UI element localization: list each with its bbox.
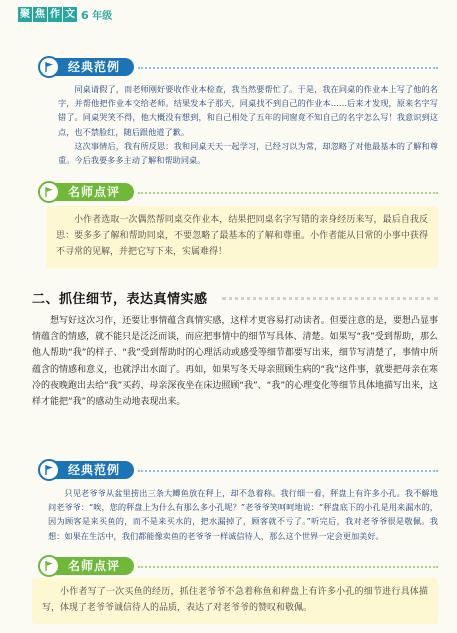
comment-tag-label: 名师点评: [52, 183, 134, 201]
flag-icon: [38, 555, 60, 577]
book-header: [18, 7, 112, 22]
section-heading: 二、抓住细节，表达真情实感: [32, 292, 208, 307]
comment-tag: [38, 182, 134, 202]
series-char: 文: [65, 9, 75, 20]
comment-text: 小作者写了一次买鱼的经历，抓住老爷爷不急着称鱼和秤盘上有许多小孔的细节进行具体描写，体现了老爷爷诚信待人的品质，表达了对老爷爷的赞叹和敬佩。: [42, 587, 428, 613]
grade-suffix: 年级: [92, 11, 113, 22]
divider: [138, 192, 438, 194]
divider: [138, 67, 438, 69]
divider: [138, 566, 438, 568]
example-paragraph: 只见老爷爷从盆里捞出三条大鲫鱼放在秤上，却不急着称。我行细一看，秤盘上有许多小孔。我不解地问老爷爷：“唉，您的秤盘上为什么有那么多小孔呢？”老爷爷笑呵呵地说：“秤盘底下的小孔是用来漏水的，因为顾客是来买鱼的，而不是来买水的，把水漏掉了，顾客就不亏了。”听完后，我对老爷爷很是敬佩。我想：如果在生活中，我们都能像卖鱼的老爷爷一样诚信待人，那么这个世界一定会更加美好。: [48, 488, 438, 541]
example-tag-label: 经典范例: [52, 461, 134, 479]
series-char: 聚: [20, 9, 30, 20]
comment-tag-label: 名师点评: [52, 557, 134, 575]
divider: [138, 470, 438, 472]
series-title: [18, 7, 78, 22]
teacher-comment: [32, 578, 438, 624]
series-char: 焦: [35, 9, 45, 20]
comment-text: 小作者选取一次偶然帮同桌交作业本，结果把同桌名字写错的亲身经历来写，最后自我反思：要多多了解和帮助同桌，不要忽略了最基本的了解和尊重。小作者能从日常的小事中获得不寻常的见解，并把它写下来，实属难得！: [56, 215, 428, 257]
series-char: 作: [50, 9, 60, 20]
example-text: [58, 82, 438, 167]
example-tag-label: 经典范例: [52, 58, 134, 76]
section-paragraph: 想写好这次习作，还要让事情蕴含真情实感，这样才更容易打动读者。但要注意的是，要想凸显事情蕴含的情感，就不能只是泛泛而谈，而应把事情中的细节写具体、清楚。如果写“我”受到帮助，那么他人帮助“我”的样子、“我”受到帮助时的心理活动或感受等细节都要写出来，细节写清楚了，事情中所蕴含的情感和意义，也就浮出水面了。再如，如果写冬天母亲照顾生病的“我”这件事，就要把母亲在寒冷的夜晚跑出去给“我”买药、母亲深夜坐在床边照顾“我”、“我”的心理变化等细节具体地描写出来，这样才能把“我”的感动生动地表现出来。: [32, 316, 438, 408]
section-body: [32, 313, 438, 410]
example-text: [48, 486, 438, 543]
teacher-comment: [46, 206, 438, 268]
grade-label: [81, 7, 112, 22]
example-tag: [38, 460, 134, 480]
grade-number: 6: [81, 9, 89, 22]
flag-icon: [38, 181, 60, 203]
comment-tag: [38, 556, 134, 576]
flag-icon: [38, 459, 60, 481]
example-paragraph: 这次事情后，我有所反思：我和同桌天天一起学习，已经习以为常，却忽略了对他最基本的了解和尊重。今后我要多多主动了解和帮助同桌。: [58, 140, 438, 166]
flag-icon: [38, 56, 60, 78]
divider: [222, 297, 438, 300]
example-paragraph: 同桌请假了，而老师刚好要收作业本检查，我当然要帮忙了。于是，我在同桌的作业本上写了他的名字，并帮他把作业本交给老师。结果发本子那天，同桌找不到自己的作业本……后来才发现，原来名字写错了。同桌哭笑不得，他大概没有想到，和自己相处了五年的同窗竟不知自己的名字怎么写！我意识到这点，也不禁脸红，随后跟他道了歉。: [58, 84, 438, 137]
example-tag: [38, 57, 134, 77]
